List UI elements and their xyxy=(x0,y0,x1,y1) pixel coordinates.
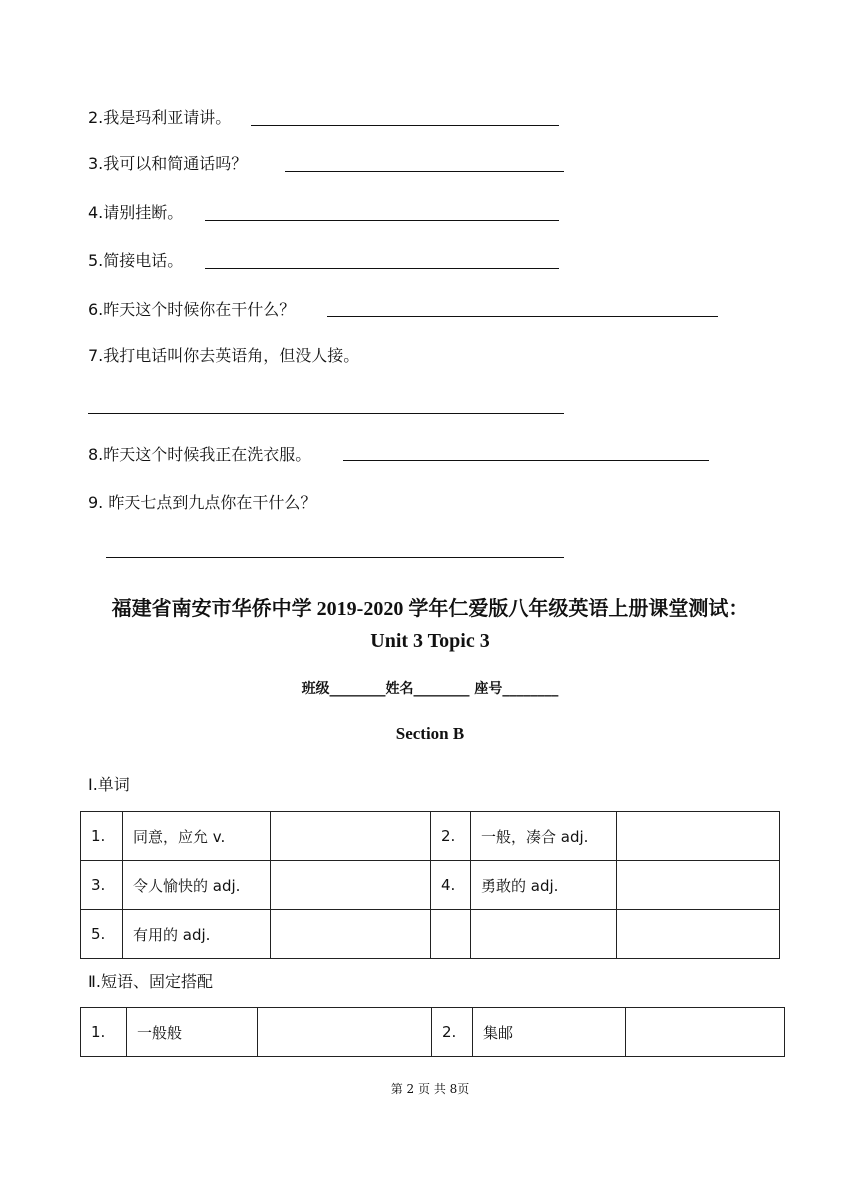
item-number: 1. xyxy=(81,1008,127,1057)
table-row xyxy=(81,812,780,861)
question-5: 5.简接电话。 xyxy=(88,251,184,270)
item-prompt: 集邮 xyxy=(473,1008,626,1057)
item-number: 4. xyxy=(431,861,471,910)
item-number: 1. xyxy=(81,812,123,861)
item-number: 3. xyxy=(81,861,123,910)
answer-line-9[interactable] xyxy=(106,557,564,558)
answer-cell[interactable] xyxy=(271,861,431,910)
section-heading: Section B xyxy=(395,724,465,743)
item-prompt: 同意，应允 v. xyxy=(123,812,271,861)
answer-cell[interactable] xyxy=(271,812,431,861)
answer-line-8[interactable] xyxy=(343,460,709,461)
item-prompt: 勇敢的 adj. xyxy=(471,861,617,910)
answer-line-7[interactable] xyxy=(88,413,564,414)
page-title: 福建省南安市华侨中学 2019-2020 学年仁爱版八年级英语上册课堂测试： xyxy=(111,598,749,620)
answer-cell[interactable] xyxy=(617,812,780,861)
table-row xyxy=(81,1008,785,1057)
item-number: 5. xyxy=(81,910,123,959)
question-9: 9. 昨天七点到九点你在干什么？ xyxy=(88,493,317,512)
item-number: 2. xyxy=(432,1008,473,1057)
answer-line-3[interactable] xyxy=(285,171,564,172)
table-row xyxy=(81,861,780,910)
answer-cell[interactable] xyxy=(617,910,780,959)
part2-label: Ⅱ.短语、固定搭配 xyxy=(88,972,213,991)
answer-cell[interactable] xyxy=(626,1008,785,1057)
vocabulary-table xyxy=(80,811,780,959)
page-subtitle: Unit 3 Topic 3 xyxy=(370,630,490,652)
student-info-fields[interactable]: 班级________姓名________ 座号________ xyxy=(301,681,559,697)
phrases-table xyxy=(80,1007,785,1057)
question-6: 6.昨天这个时候你在干什么？ xyxy=(88,300,296,319)
item-number xyxy=(431,910,471,959)
answer-cell[interactable] xyxy=(271,910,431,959)
question-8: 8.昨天这个时候我正在洗衣服。 xyxy=(88,445,312,464)
part1-label: Ⅰ.单词 xyxy=(88,775,130,794)
item-prompt: 一般，凑合 adj. xyxy=(471,812,617,861)
answer-line-2[interactable] xyxy=(251,125,559,126)
item-number: 2. xyxy=(431,812,471,861)
answer-cell[interactable] xyxy=(617,861,780,910)
question-2: 2.我是玛利亚请讲。 xyxy=(88,108,232,127)
page-number: 第 2 页 共 8页 xyxy=(390,1082,470,1096)
table-row xyxy=(81,910,780,959)
question-3: 3.我可以和简通话吗？ xyxy=(88,154,248,173)
answer-line-4[interactable] xyxy=(205,220,559,221)
answer-line-5[interactable] xyxy=(205,268,559,269)
item-prompt: 令人愉快的 adj. xyxy=(123,861,271,910)
item-prompt: 一般般 xyxy=(127,1008,258,1057)
question-4: 4.请别挂断。 xyxy=(88,203,184,222)
answer-line-6[interactable] xyxy=(327,316,718,317)
answer-cell[interactable] xyxy=(258,1008,432,1057)
item-prompt xyxy=(471,910,617,959)
question-7: 7.我打电话叫你去英语角，但没人接。 xyxy=(88,346,360,365)
item-prompt: 有用的 adj. xyxy=(123,910,271,959)
